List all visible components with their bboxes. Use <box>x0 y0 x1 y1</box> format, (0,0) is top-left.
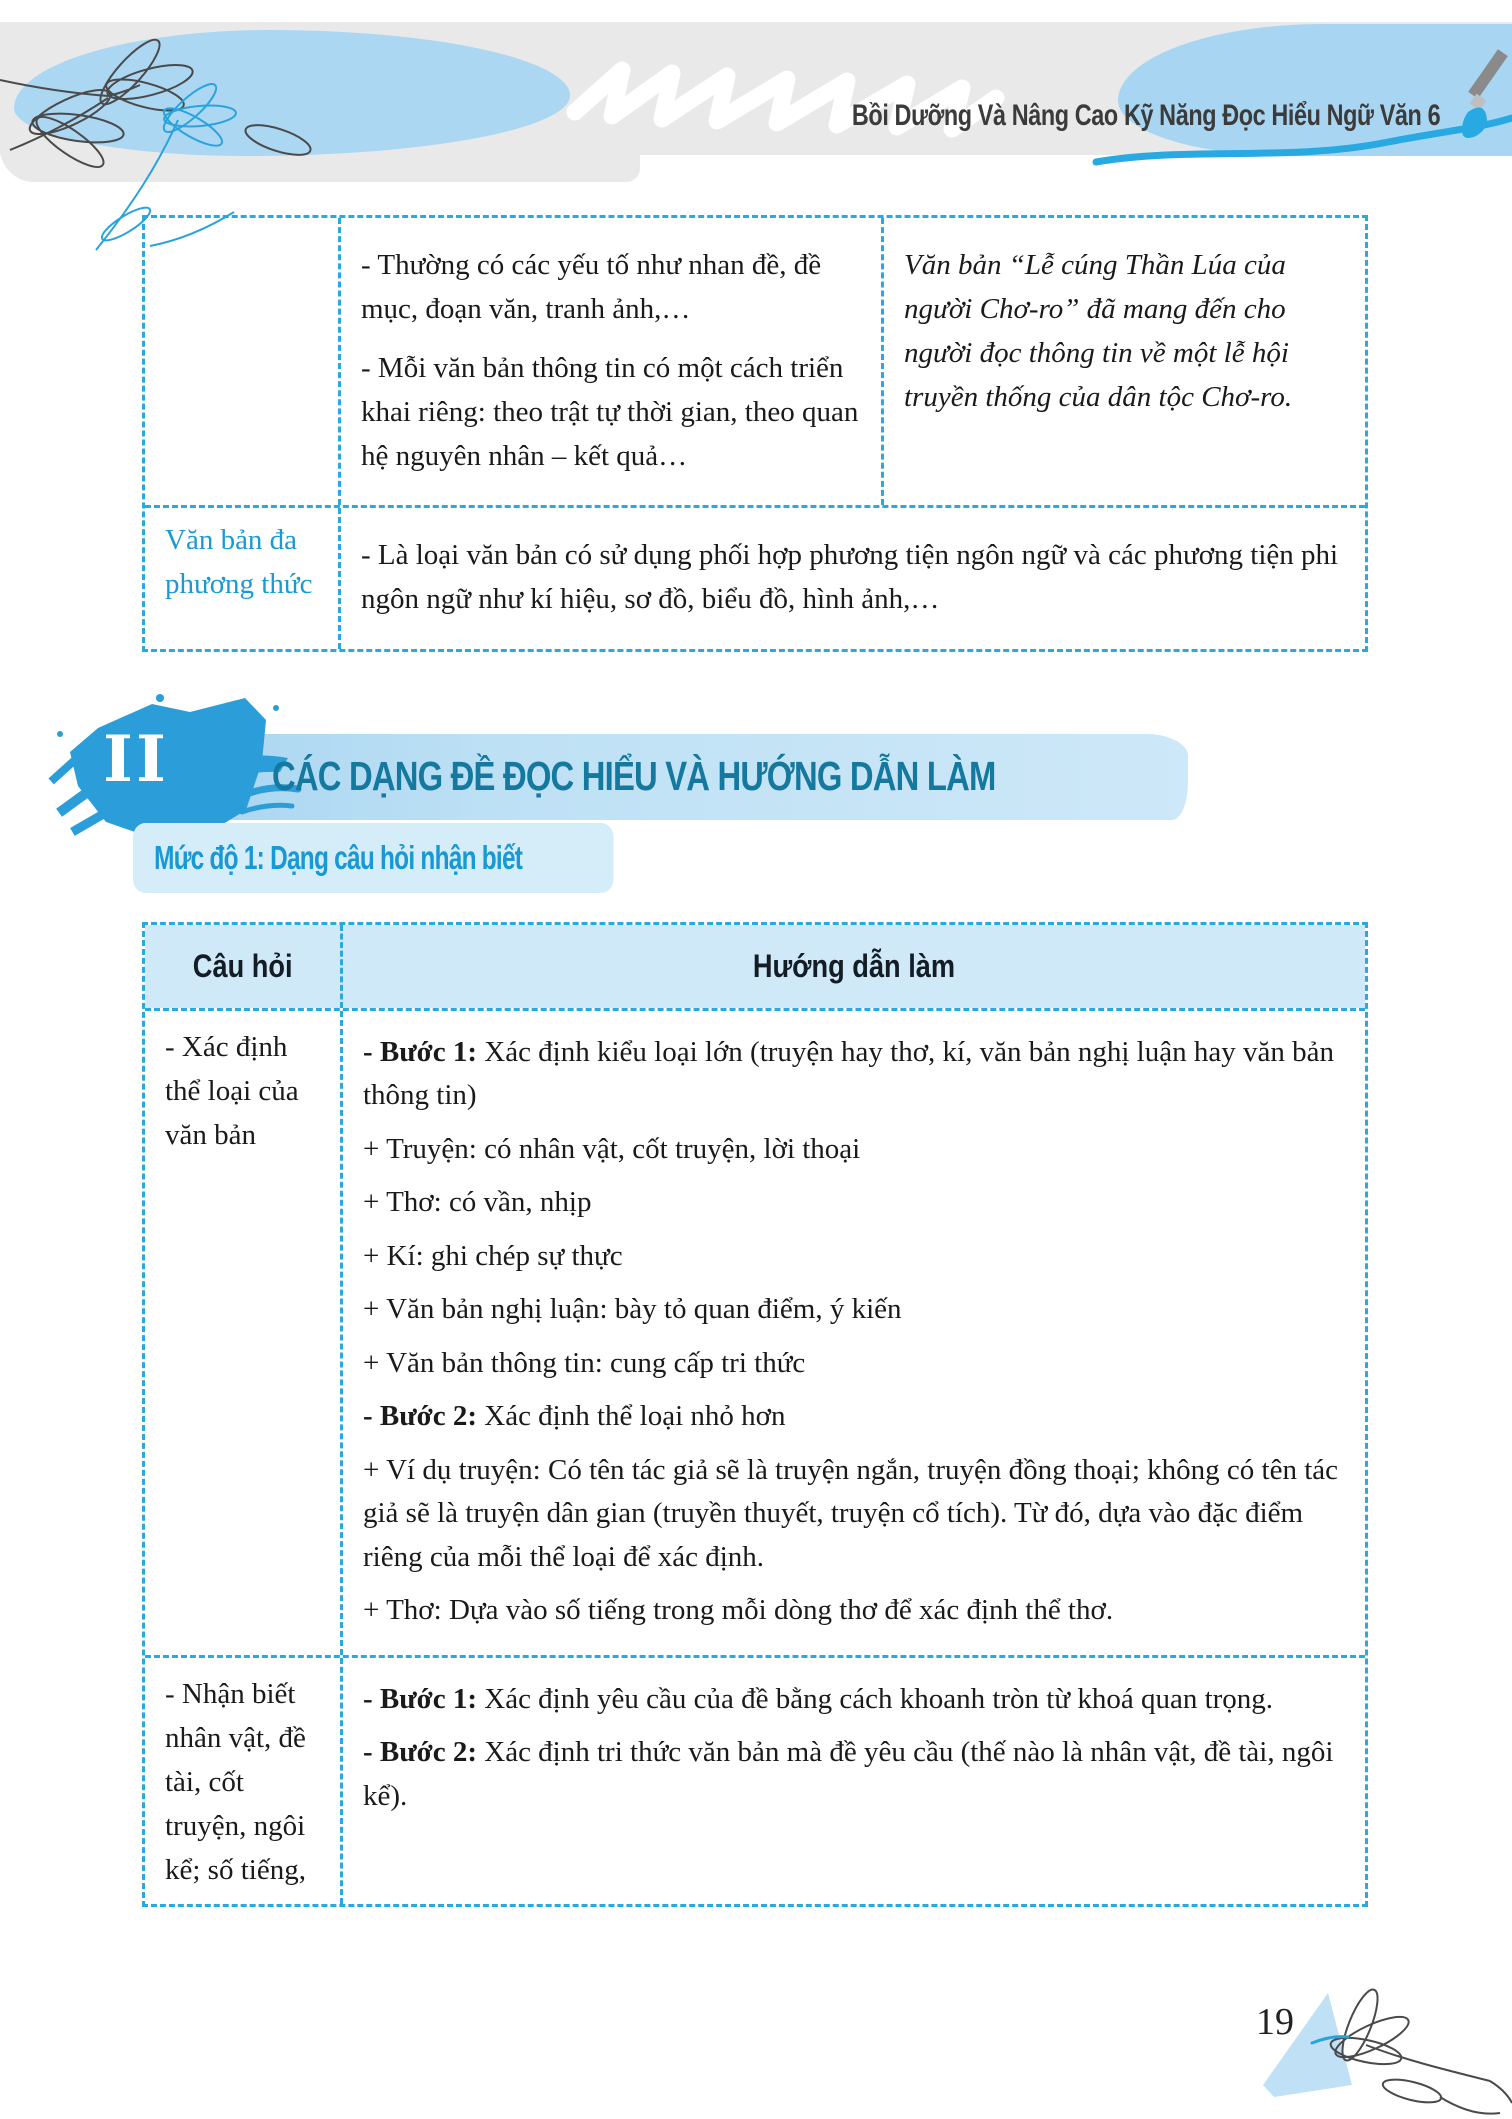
step-label: - Bước 1: <box>363 1682 477 1715</box>
paragraph: - Bước 2: Xác định tri thức văn bản mà đề yêu cầu (thế nào là nhân vật, đề tài, ngôi kể). <box>363 1736 1334 1812</box>
guide-cell <box>340 1658 1365 1904</box>
definition-cell <box>338 508 1365 648</box>
paragraph: + Văn bản thông tin: cung cấp tri thức <box>363 1346 806 1379</box>
step-label: - Bước 2: <box>363 1736 477 1769</box>
paragraph: + Kí: ghi chép sự thực <box>363 1239 623 1272</box>
paragraph: + Thơ: có vần, nhịp <box>363 1186 592 1219</box>
paragraph: - Bước 1: Xác định yêu cầu của đề bằng cách khoanh tròn từ khoá quan trọng. <box>363 1682 1274 1715</box>
header-decoration <box>0 0 1512 280</box>
flower-outline-icon <box>0 33 314 175</box>
guide-cell <box>340 1011 1365 1655</box>
question-cell: - Xác định thể loại của văn bản <box>165 1030 299 1151</box>
info-text-table <box>142 215 1368 652</box>
page-number: 19 <box>1256 2001 1294 2043</box>
footer-flower-outline-icon <box>1328 1986 1512 2114</box>
paragraph: + Thơ: Dựa vào số tiếng trong mỗi dòng thơ để xác định thể thơ. <box>363 1594 1114 1627</box>
paragraph: - Bước 1: Xác định kiểu loại lớn (truyện hay thơ, kí, văn bản nghị luận hay văn bản thông tin) <box>363 1035 1334 1112</box>
column-header-question: Câu hỏi <box>192 948 293 984</box>
multimodal-label: Văn bản đa phương thức <box>165 524 313 601</box>
section-title: CÁC DẠNG ĐỀ ĐỌC HIỂU VÀ HƯỚNG DẪN LÀM <box>272 753 996 799</box>
guide-table-header <box>145 925 1365 1008</box>
paragraph: - Là loại văn bản có sử dụng phối hợp phương tiện ngôn ngữ và các phương tiện phi ngôn ngữ như kí hiệu, sơ đồ, biểu đồ, hình ảnh,… <box>361 539 1339 616</box>
table-row <box>145 1655 1365 1904</box>
column-header-guide: Hướng dẫn làm <box>340 925 1365 1008</box>
example-text: Văn bản “Lễ cúng Thần Lúa của người Chơ-ro” đã mang đến cho người đọc thông tin về một lễ hội truyền thống của dân tộc Chơ-ro. <box>904 249 1293 414</box>
step-label: - Bước 1: <box>363 1035 477 1068</box>
level-1-badge <box>133 823 613 893</box>
level-1-label: Mức độ 1: Dạng câu hỏi nhận biết <box>154 839 523 876</box>
guide-table <box>142 922 1368 1907</box>
paragraph: + Ví dụ truyện: Có tên tác giả sẽ là truyện ngắn, truyện đồng thoại; không có tên tác giả sẽ là truyện dân gian (truyền thuyết, truyện cổ tích). Từ đó, dựa vào đặc điểm riêng của mỗi thể loại để xác định. <box>363 1453 1338 1573</box>
paragraph: - Bước 2: Xác định thể loại nhỏ hơn <box>363 1400 786 1433</box>
paragraph: - Thường có các yếu tố như nhan đề, đề mục, đoạn văn, tranh ảnh,… <box>361 249 822 326</box>
paragraph: - Mỗi văn bản thông tin có một cách triển khai riêng: theo trật tự thời gian, theo quan hệ nguyên nhân – kết quả… <box>361 352 859 473</box>
table-row <box>145 505 1365 648</box>
section-numeral: II <box>103 722 169 797</box>
paragraph: + Văn bản nghị luận: bày tỏ quan điểm, ý kiến <box>363 1293 902 1326</box>
paintbrush-icon <box>1462 49 1508 138</box>
paragraph: + Truyện: có nhân vật, cốt truyện, lời thoại <box>363 1132 861 1165</box>
step-label: - Bước 2: <box>363 1400 477 1433</box>
blue-flower-outline-icon <box>96 78 237 250</box>
question-cell: - Nhận biết nhân vật, đề tài, cốt truyện, ngôi kể; số tiếng, <box>165 1677 306 1886</box>
header-title: Bồi Dưỡng Và Nâng Cao Kỹ Năng Đọc Hiểu Ngữ Văn 6 <box>851 99 1440 132</box>
table-row <box>145 1008 1365 1655</box>
